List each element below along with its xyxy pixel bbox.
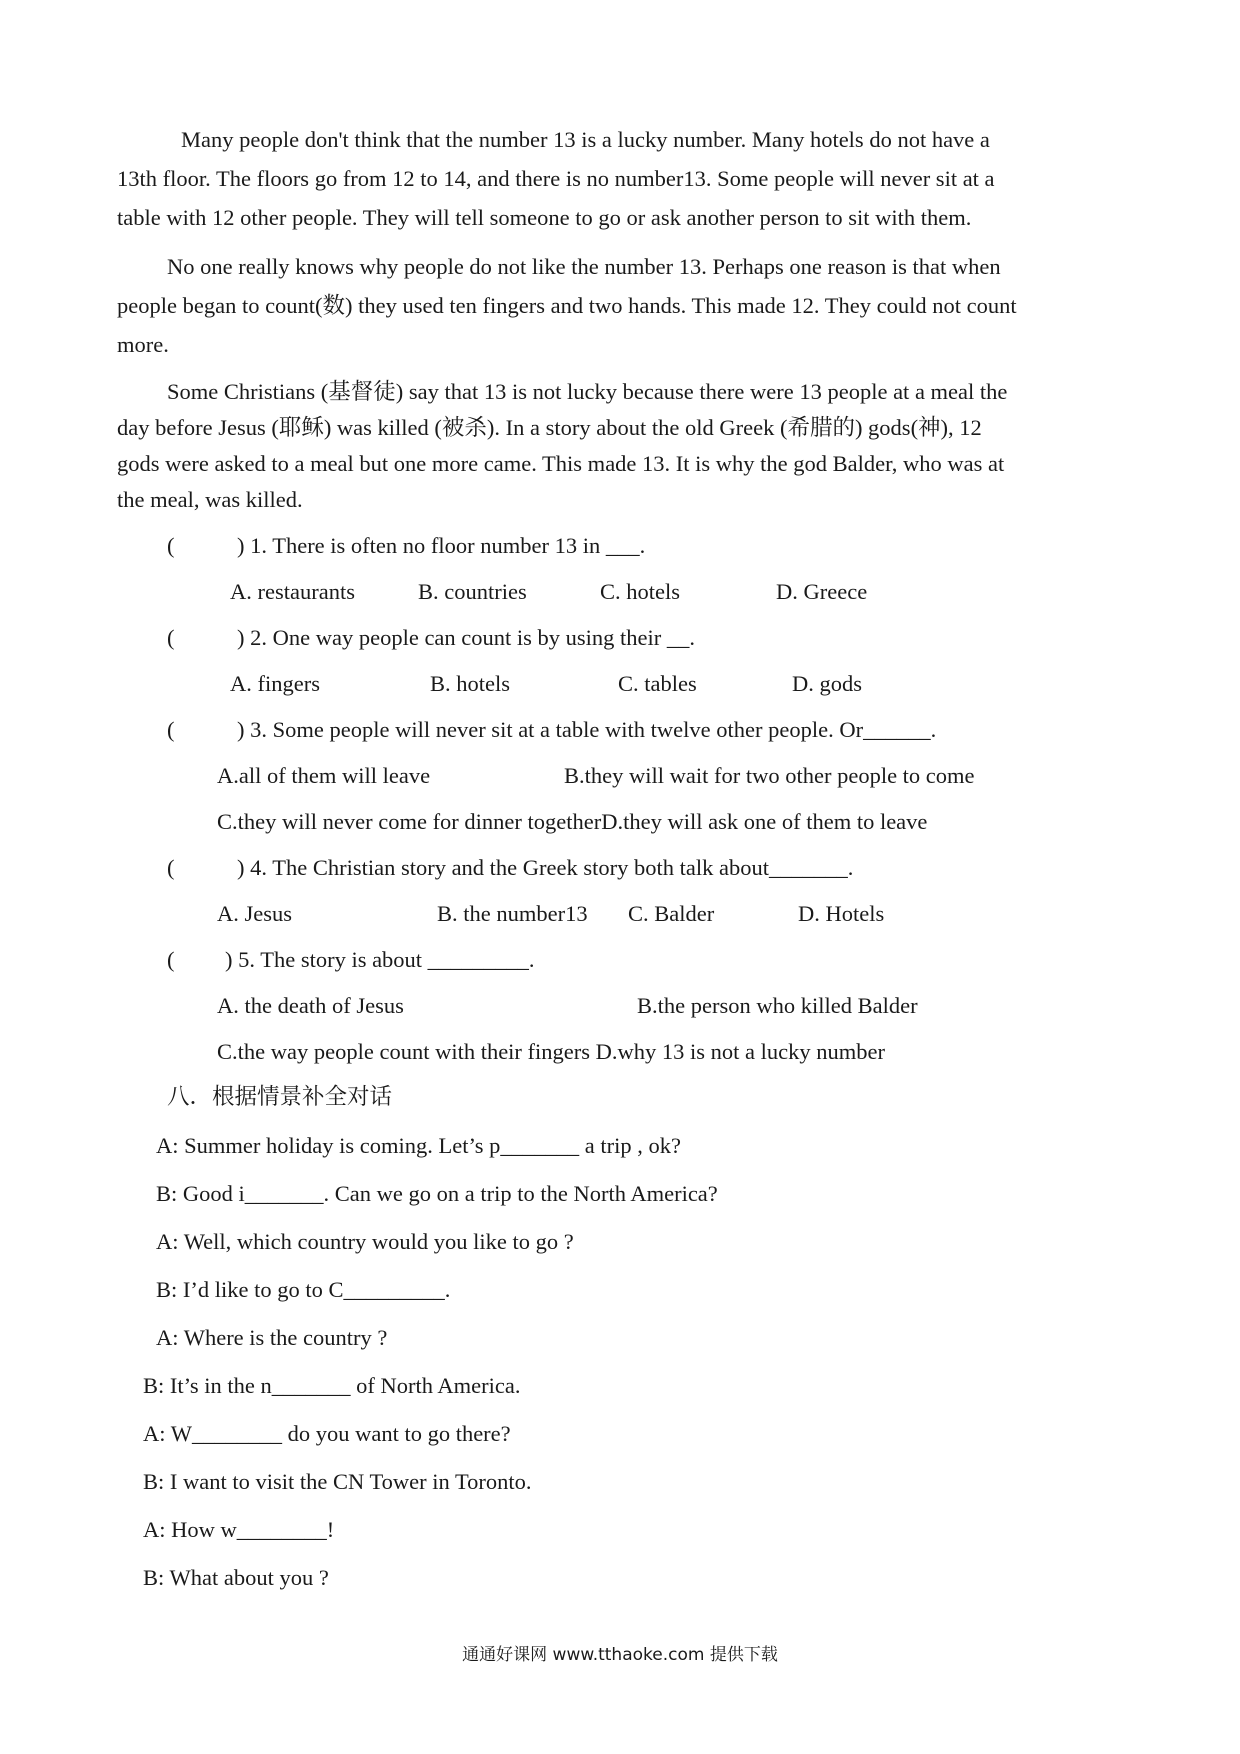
q4-option-b: B. the number13 bbox=[437, 901, 588, 926]
q1-paren: ( bbox=[167, 533, 175, 558]
q1-option-d: D. Greece bbox=[776, 579, 868, 604]
q3-option-cd: C.they will never come for dinner togetherD.they will ask one of them to leave bbox=[217, 809, 928, 834]
passage-p2-line3: more. bbox=[117, 332, 169, 357]
passage-p1-line3: table with 12 other people. They will tell someone to go or ask another person to sit with them. bbox=[117, 205, 972, 230]
passage-p1-line1: Many people don't think that the number 13 is a lucky number. Many hotels do not have a bbox=[181, 127, 990, 152]
dialogue-line-9: A: How w________! bbox=[143, 1517, 335, 1542]
q4-paren: ( bbox=[167, 855, 175, 880]
q3-option-a: A.all of them will leave bbox=[217, 763, 431, 788]
q5-option-a: A. the death of Jesus bbox=[217, 993, 404, 1018]
q2-stem: ) 2. One way people can count is by using their __. bbox=[237, 625, 696, 650]
q4-option-c: C. Balder bbox=[628, 901, 715, 926]
q2-option-c: C. tables bbox=[618, 671, 697, 696]
dialogue-line-4: B: I’d like to go to C_________. bbox=[156, 1277, 451, 1302]
q1-option-c: C. hotels bbox=[600, 579, 681, 604]
section-8-heading: 八．根据情景补全对话 bbox=[167, 1084, 393, 1110]
q1-option-b: B. countries bbox=[418, 579, 527, 604]
q1-stem: ) 1. There is often no floor number 13 in ___. bbox=[237, 533, 646, 558]
q2-paren: ( bbox=[167, 625, 175, 650]
q4-option-a: A. Jesus bbox=[217, 901, 293, 926]
dialogue-line-3: A: Well, which country would you like to go ? bbox=[156, 1229, 574, 1254]
q3-option-b: B.they will wait for two other people to come bbox=[564, 763, 975, 788]
dialogue-line-1: A: Summer holiday is coming. Let’s p_______ a trip , ok? bbox=[156, 1133, 681, 1158]
q5-paren: ( bbox=[167, 947, 175, 972]
passage-p3-line4: the meal, was killed. bbox=[117, 487, 303, 512]
passage-p3-line2: day before Jesus (耶稣) was killed (被杀). In a story about the old Greek (希腊的) gods(神), 12 bbox=[117, 415, 982, 440]
q2-option-a: A. fingers bbox=[230, 671, 320, 696]
q5-option-cd: C.the way people count with their fingers D.why 13 is not a lucky number bbox=[217, 1039, 885, 1064]
q4-option-d: D. Hotels bbox=[798, 901, 885, 926]
q1-option-a: A. restaurants bbox=[230, 579, 355, 604]
dialogue-line-5: A: Where is the country ? bbox=[156, 1325, 388, 1350]
q3-paren: ( bbox=[167, 717, 175, 742]
dialogue-line-8: B: I want to visit the CN Tower in Toronto. bbox=[143, 1469, 532, 1494]
dialogue-line-10: B: What about you ? bbox=[143, 1565, 329, 1590]
passage-p2-line1: No one really knows why people do not like the number 13. Perhaps one reason is that when bbox=[167, 254, 1001, 279]
dialogue-line-2: B: Good i_______. Can we go on a trip to the North America? bbox=[156, 1181, 718, 1206]
dialogue-line-7: A: W________ do you want to go there? bbox=[143, 1421, 511, 1446]
passage-p3-line3: gods were asked to a meal but one more came. This made 13. It is why the god Balder, who was at bbox=[117, 451, 1005, 476]
passage-p3-line1: Some Christians (基督徒) say that 13 is not lucky because there were 13 people at a meal the bbox=[167, 379, 1008, 404]
page-footer: 通通好课网 www.tthaoke.com 提供下载 bbox=[462, 1645, 778, 1665]
q5-stem: ) 5. The story is about _________. bbox=[225, 947, 535, 972]
passage-p2-line2: people began to count(数) they used ten fingers and two hands. This made 12. They could not count bbox=[117, 293, 1017, 318]
passage-p1-line2: 13th floor. The floors go from 12 to 14, and there is no number13. Some people will never sit at a bbox=[117, 166, 995, 191]
dialogue-line-6: B: It’s in the n_______ of North America. bbox=[143, 1373, 521, 1398]
q5-option-b: B.the person who killed Balder bbox=[637, 993, 918, 1018]
q2-option-b: B. hotels bbox=[430, 671, 511, 696]
q3-stem: ) 3. Some people will never sit at a table with twelve other people. Or______. bbox=[237, 717, 937, 742]
q4-stem: ) 4. The Christian story and the Greek story both talk about_______. bbox=[237, 855, 854, 880]
q2-option-d: D. gods bbox=[792, 671, 863, 696]
